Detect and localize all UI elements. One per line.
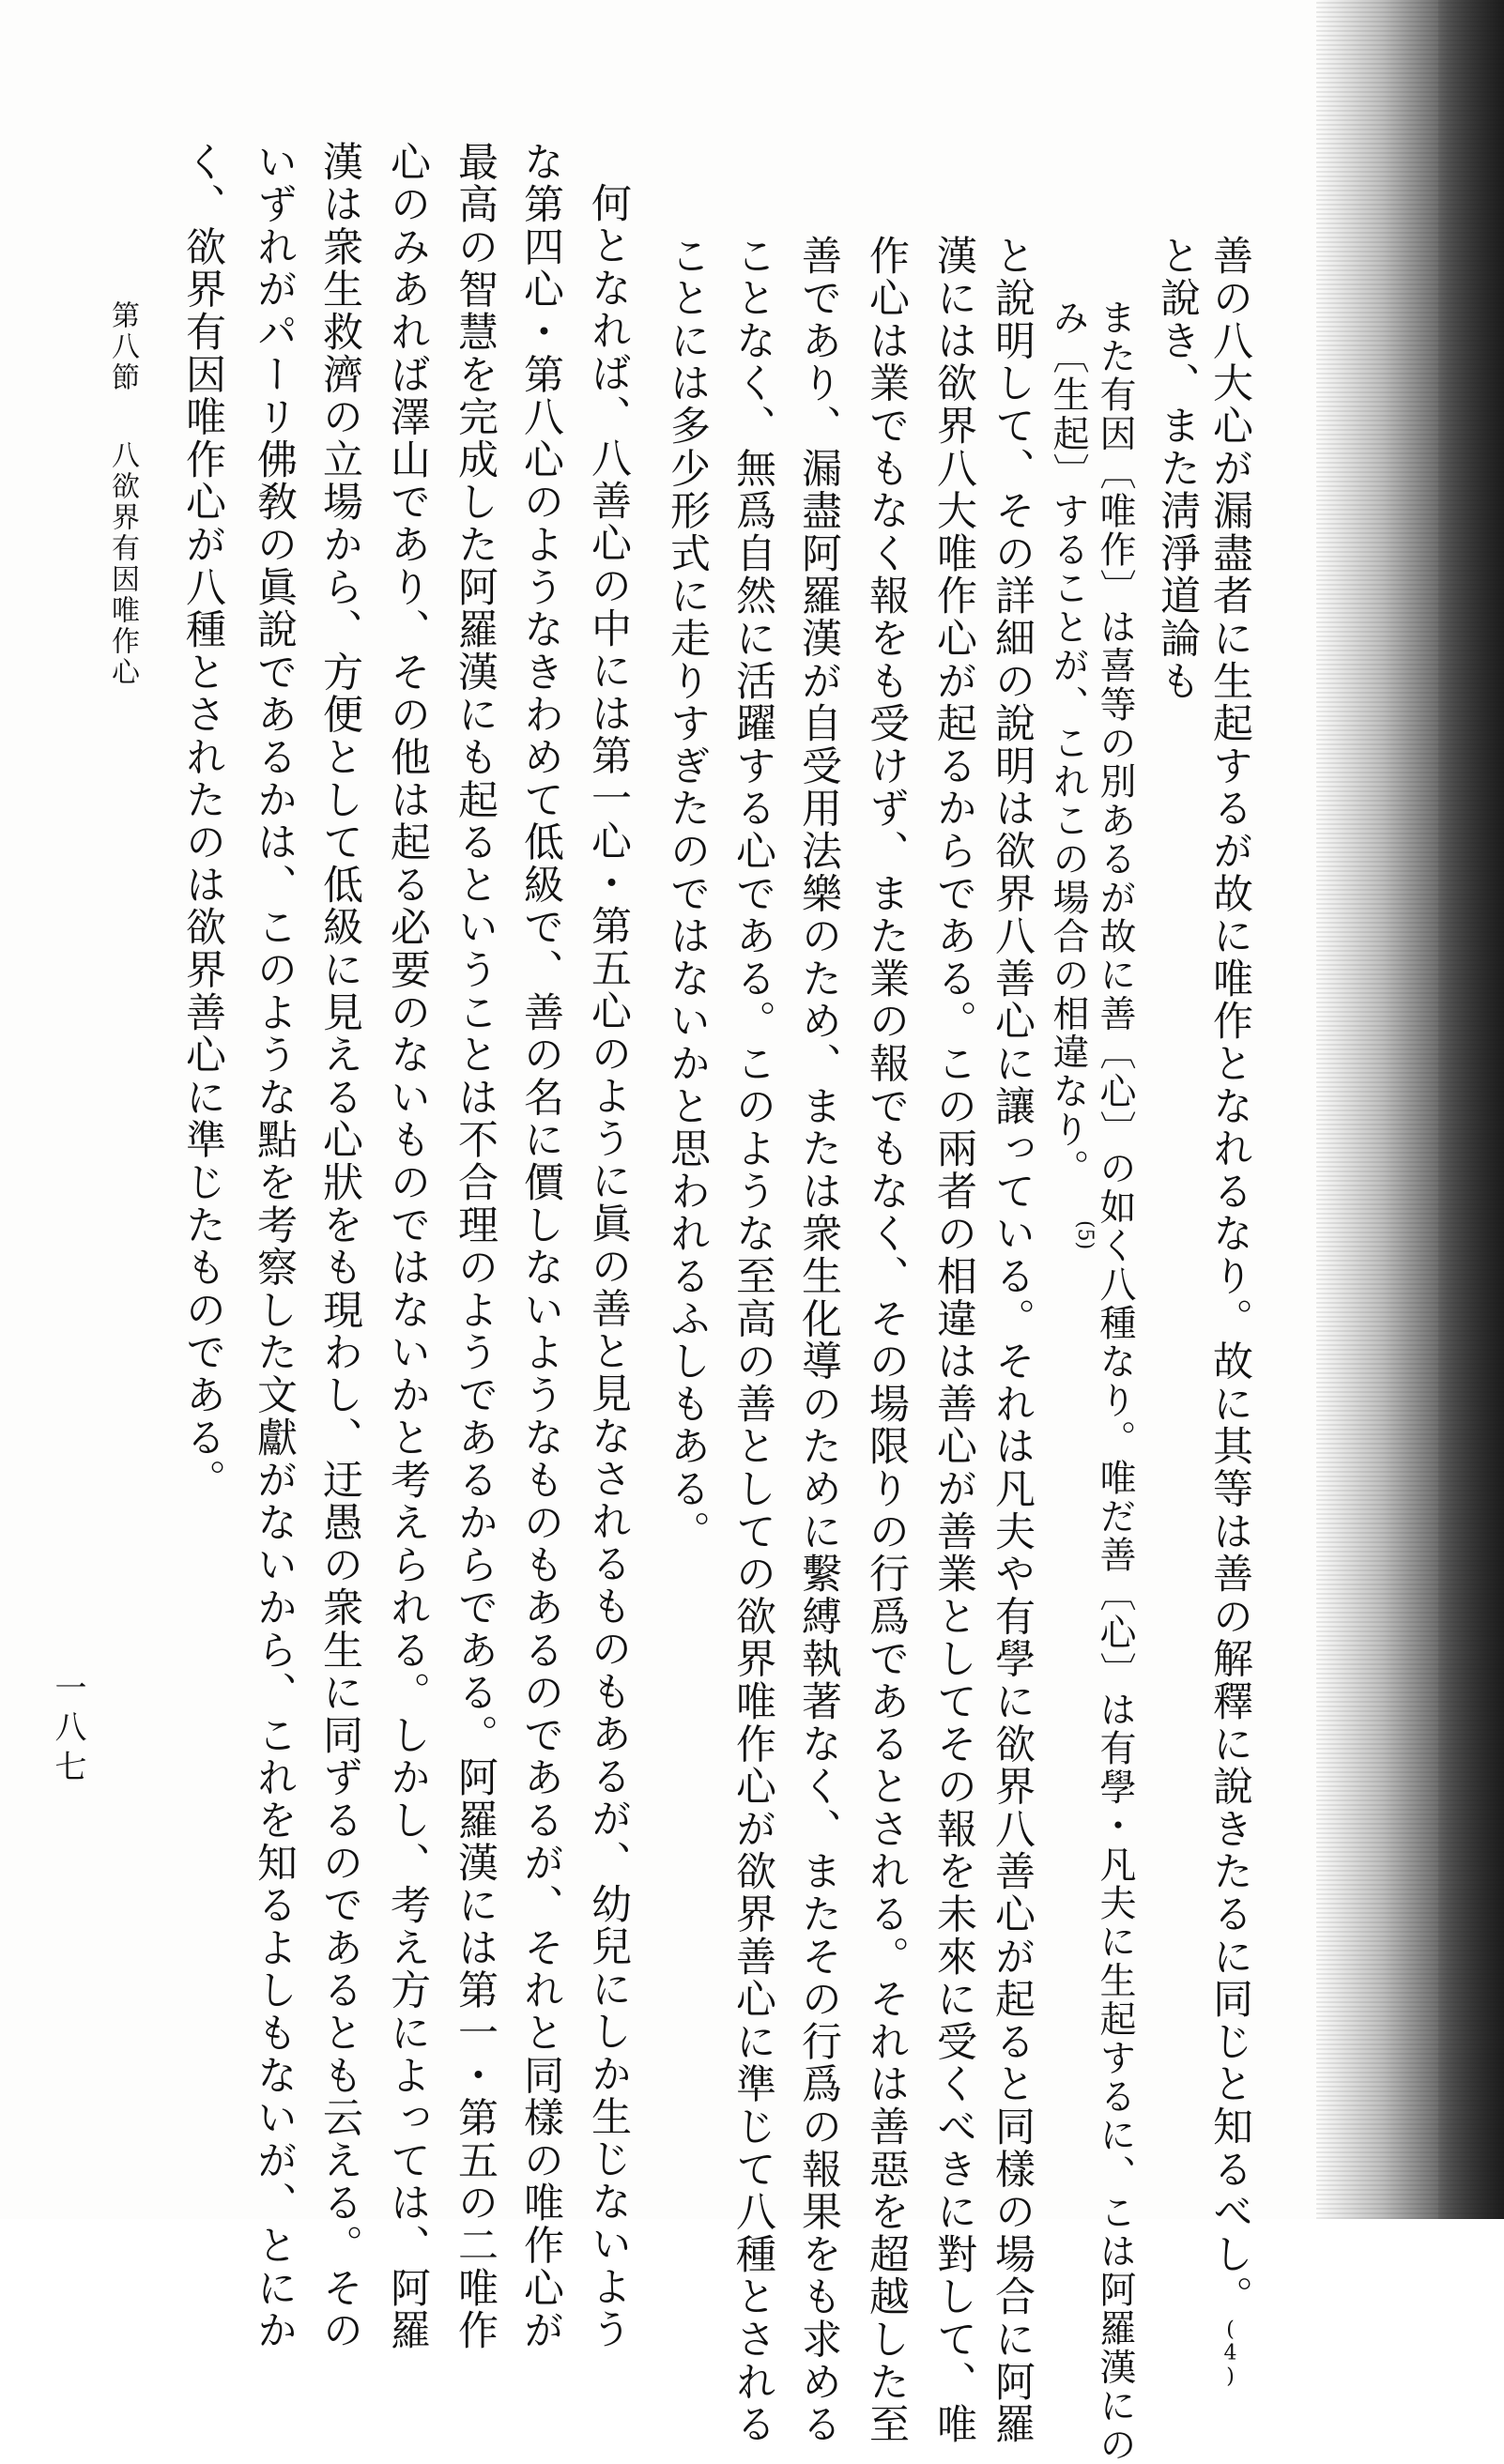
page-number: 一八七	[49, 1671, 86, 1789]
text-column-13: 最高の智慧を完成した阿羅漢にも起るということは不合理のようであるからである。阿羅漢には第一・第五の二唯作	[452, 141, 499, 2352]
text-column-7: 作心は業でもなく報をも受けず、また業の報でもなく、その場限りの行爲であるとされる。それは善惡を超越した至	[863, 235, 910, 2446]
scan-shadow-edge	[1316, 0, 1504, 2219]
text-column-6: 漢には欲界八大唯作心が起るからである。この兩者の相違は善心が善業としてその報を未來に受くべきに對して、唯	[930, 235, 977, 2446]
footnote-marker-4: (4)	[1219, 2318, 1242, 2389]
running-footer	[101, 300, 143, 688]
text-column-17: く、欲界有因唯作心が八種とされたのは欲界善心に準じたものである。	[179, 141, 226, 1502]
text-column-2: と說き、また淸淨道論も	[1154, 235, 1201, 703]
text-column-15: 漢は衆生救濟の立場から、方便として低級に見える心狀をも現わし、迂愚の衆生に同ずるのであるとも云える。その	[316, 141, 363, 2352]
text-column-1: 善の八大心が漏盡者に生起するが故に唯作となれるなり。故に其等は善の解釋に說きたるに同じと知るべし。(4)	[1206, 235, 1253, 2389]
section-label: 第八節	[106, 300, 139, 393]
text-column-5: と說明して、その詳細の說明は欲界八善心に讓っている。それは凡夫や有學に欲界八善心が起ると同樣の場合に阿羅	[989, 235, 1036, 2446]
text-column-8: 善であり、漏盡阿羅漢が自受用法樂のため、または衆生化導のために繫縛執著なく、またその行爲の報果をも求める	[795, 235, 842, 2446]
footnote-marker-5: (5)	[1073, 1220, 1097, 1250]
text-column-4-quote: み〔生起〕することが、これこの場合の相違なり。	[1047, 298, 1089, 1188]
text-column-14: 心のみあれば澤山であり、その他は起る必要のないものではないかと考えられる。しかし、考え方によっては、阿羅	[384, 141, 431, 2352]
text-column-9: ことなく、無爲自然に活躍する心である。このような至高の善としての欲界唯作心が欲界善心に準じて八種とされる	[729, 235, 776, 2446]
text-column-3-quote: また有因〔唯作〕は喜等の別あるが故に善〔心〕の如く八種なり。唯だ善〔心〕は有學・凡夫に生起するに、こは阿羅漢にの	[1094, 298, 1136, 2464]
text-column-16: いずれがパーリ佛敎の眞說であるかは、このような點を考察した文獻がないから、これを知るよしもないが、とにか	[251, 141, 298, 2352]
section-title: 八欲界有因唯作心	[106, 440, 139, 688]
text-column-10: ことには多少形式に走りすぎたのではないかと思われるふしもある。	[664, 235, 711, 1553]
text-column-11: 何となれば、八善心の中には第一心・第五心のように眞の善と見なされるものもあるが、幼兒にしか生じないよう	[585, 182, 632, 2351]
text-column-12: な第四心・第八心のようなきわめて低級で、善の名に價しないようなものもあるのであるが、それと同樣の唯作心が	[517, 141, 564, 2352]
